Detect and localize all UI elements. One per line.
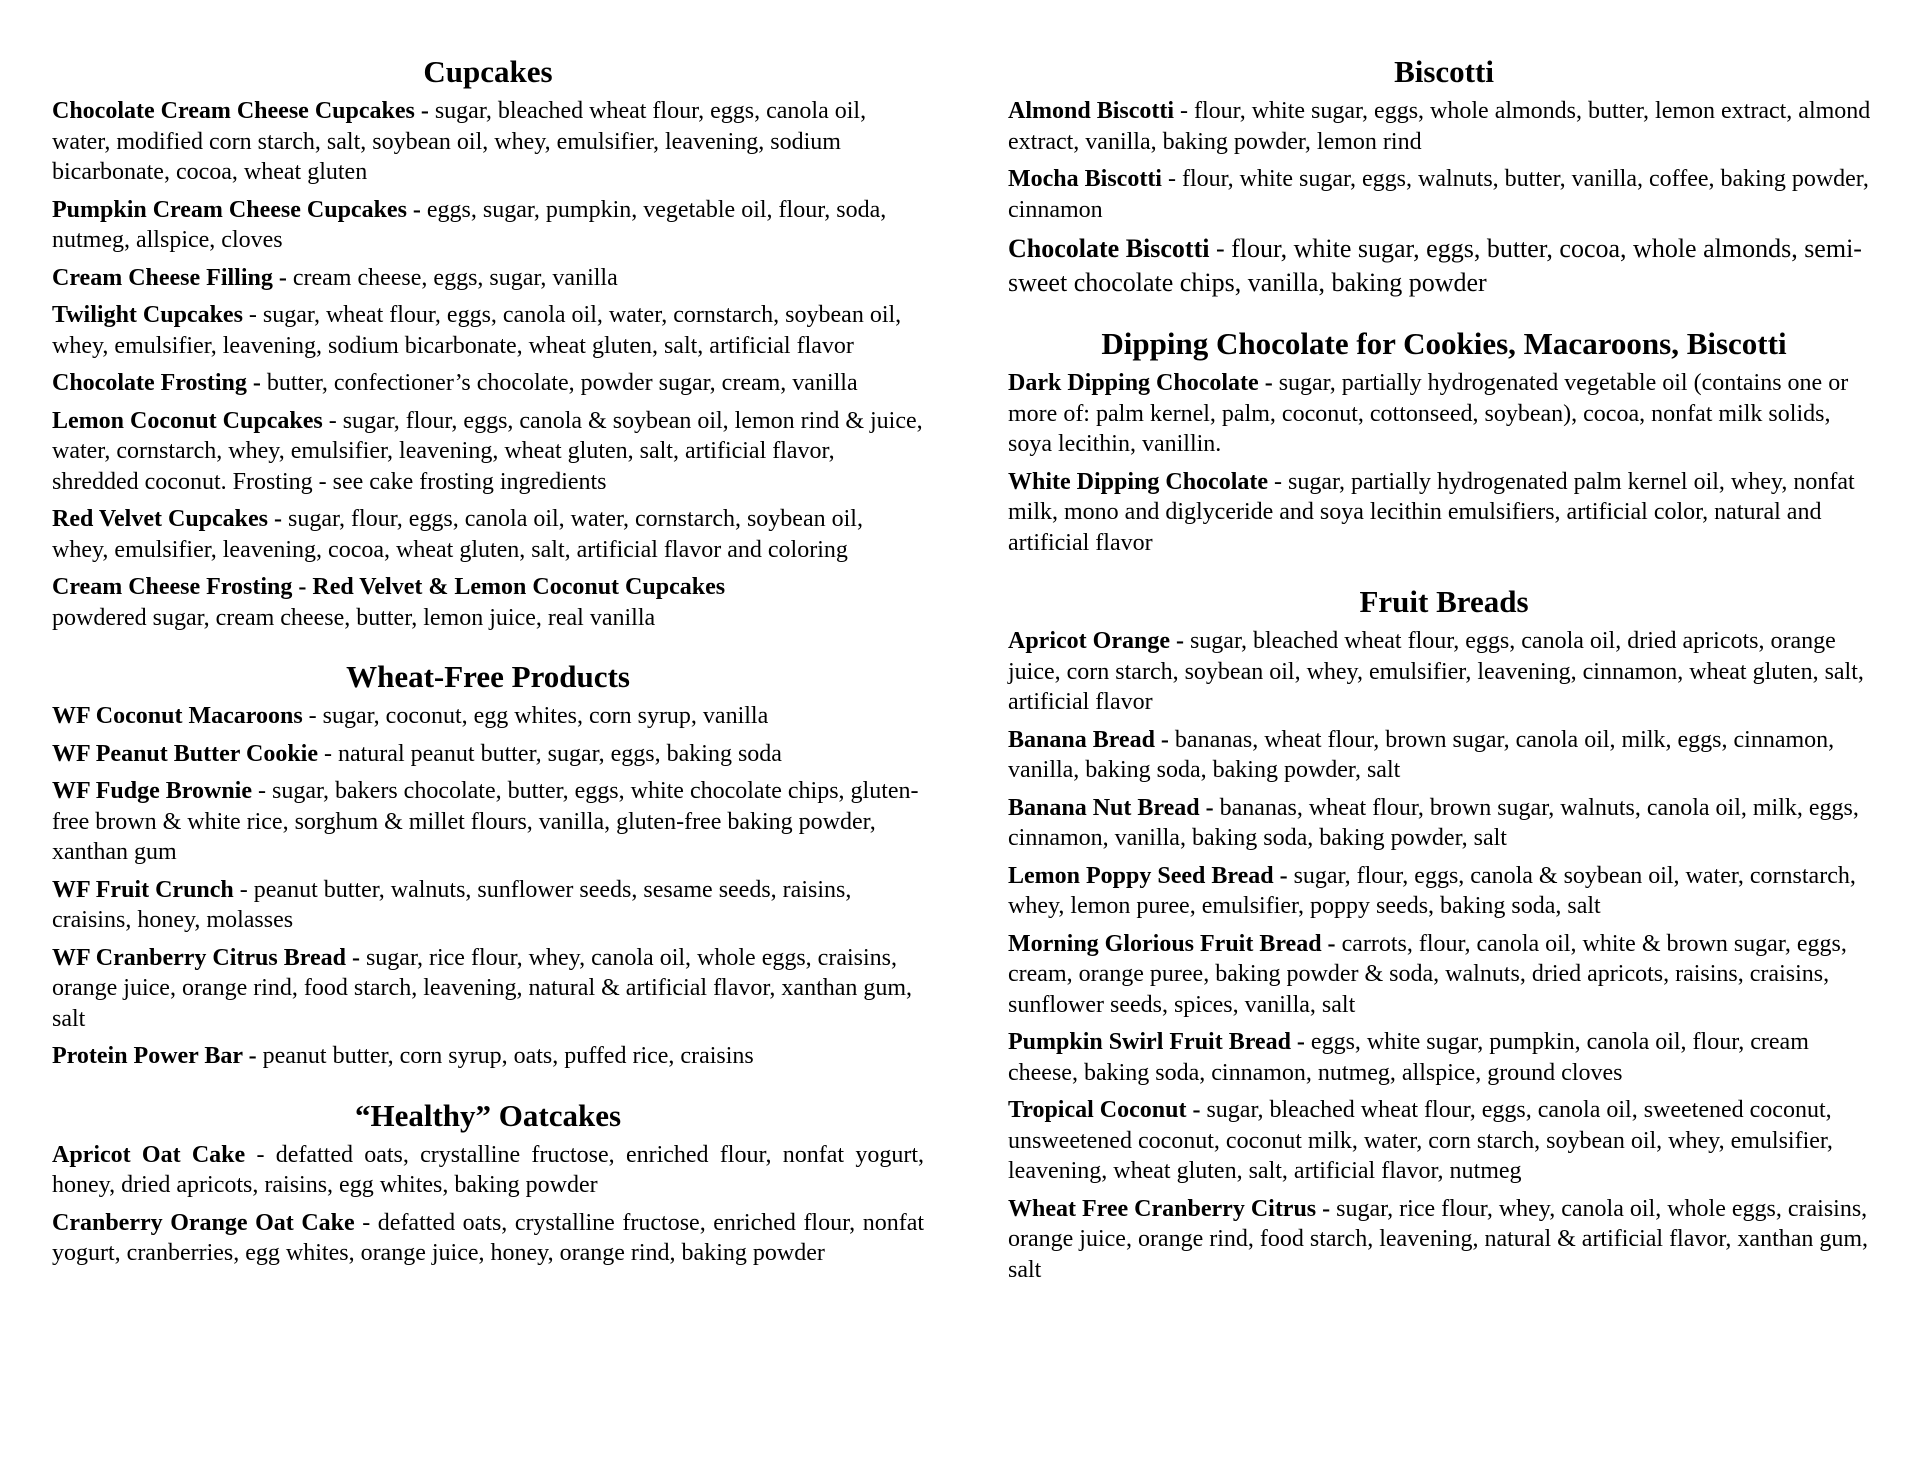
item-name: Apricot Oat Cake	[52, 1141, 246, 1168]
item-name: Chocolate Cream Cheese Cupcakes -	[52, 98, 429, 124]
item-name: Protein Power Bar -	[52, 1043, 257, 1069]
item-name: Cream Cheese Frosting - Red Velvet & Lemon Coconut Cupcakes	[52, 574, 726, 600]
item-ingredients: - peanut butter, walnuts, sunflower seeds, sesame seeds, raisins, craisins, honey, molasses	[52, 876, 852, 933]
item-ingredients: sugar, partially hydrogenated vegetable oil (contains one or more of: palm kernel, palm, coconut, cottonseed, soybean), cocoa, nonfat milk solids, soya lecithin, vanillin.	[1008, 370, 1849, 457]
item-ingredients: sugar, bleached wheat flour, eggs, canola oil, sweetened coconut, unsweetened coconut, coconut milk, water, corn starch, soybean oil, whey, emulsifier, leavening, wheat gluten, salt, artificial flavor, nutmeg	[1008, 1097, 1833, 1184]
item-ingredients: bananas, wheat flour, brown sugar, walnuts, canola oil, milk, eggs, cinnamon, vanilla, baking soda, baking powder, salt	[1008, 794, 1859, 851]
item-twilight-cupcakes	[52, 300, 924, 361]
section-title-fruit-breads: Fruit Breads	[1359, 584, 1529, 619]
item-ingredients: powdered sugar, cream cheese, butter, lemon juice, real vanilla	[52, 604, 656, 631]
item-name: Dark Dipping Chocolate -	[1008, 370, 1273, 396]
section-cupcakes	[52, 52, 924, 633]
item-lemon-poppy-seed-bread	[1008, 861, 1880, 922]
item-ingredients: - natural peanut butter, sugar, eggs, baking soda	[323, 740, 782, 767]
item-ingredients: eggs, sugar, pumpkin, vegetable oil, flour, soda, nutmeg, allspice, cloves	[52, 196, 887, 253]
item-chocolate-biscotti	[1008, 232, 1880, 300]
item-pumpkin-swirl-fruit-bread	[1008, 1027, 1880, 1088]
item-name: Cranberry Orange Oat Cake	[52, 1209, 355, 1236]
item-name: WF Coconut Macaroons	[52, 703, 303, 729]
item-name: Pumpkin Cream Cheese Cupcakes -	[52, 196, 421, 223]
item-red-velvet-cupcakes	[52, 504, 924, 565]
item-wf-cranberry-citrus-bread	[52, 943, 924, 1035]
item-apricot-oat-cake	[52, 1140, 924, 1201]
item-morning-glorious-fruit-bread	[1008, 929, 1880, 1021]
item-ingredients: eggs, white sugar, pumpkin, canola oil, flour, cream cheese, baking soda, cinnamon, nutmeg, allspice, ground cloves	[1008, 1029, 1809, 1086]
item-almond-biscotti	[1008, 96, 1880, 157]
item-ingredients: - defatted oats, crystalline fructose, enriched flour, nonfat yogurt, cranberries, egg whites, orange juice, honey, orange rind, baking powder	[52, 1209, 925, 1266]
item-ingredients: - sugar, flour, eggs, canola & soybean oil, lemon rind & juice, water, cornstarch, whey, emulsifier, leavening, wheat gluten, salt, artificial flavor, shredded coconut. Frosting - see cake frosting ingredients	[52, 407, 923, 495]
item-ingredients: - flour, white sugar, eggs, walnuts, butter, vanilla, coffee, baking powder, cinnamon	[1008, 166, 1869, 223]
item-name: WF Cranberry Citrus Bread -	[52, 944, 360, 971]
item-protein-power-bar	[52, 1041, 924, 1072]
item-name: Red Velvet Cupcakes -	[52, 506, 283, 532]
item-ingredients: - flour, white sugar, eggs, butter, cocoa, whole almonds, semi-sweet chocolate chips, vanilla, baking powder	[1008, 234, 1862, 297]
item-name: Almond Biscotti	[1008, 98, 1175, 124]
item-name: Cream Cheese Filling -	[52, 264, 287, 291]
section-dipping-chocolate	[1008, 324, 1880, 558]
section-title-cupcakes: Cupcakes	[423, 54, 553, 89]
item-name: Banana Bread -	[1008, 726, 1169, 753]
item-name: Tropical Coconut -	[1008, 1097, 1201, 1123]
item-name: WF Peanut Butter Cookie	[52, 740, 318, 767]
item-name: Chocolate Biscotti	[1008, 234, 1210, 263]
item-cream-cheese-frosting	[52, 572, 924, 633]
item-mocha-biscotti	[1008, 164, 1880, 225]
item-cranberry-orange-oat-cake	[52, 1208, 924, 1269]
item-name: Mocha Biscotti	[1008, 166, 1162, 192]
item-ingredients: - sugar, bakers chocolate, butter, eggs, white chocolate chips, gluten-free brown & white rice, sorghum & millet flours, vanilla, gluten-free baking powder, xanthan gum	[52, 778, 919, 865]
item-chocolate-cream-cheese-cupcakes	[52, 96, 924, 188]
item-cream-cheese-filling	[52, 263, 924, 294]
section-title-wheat-free: Wheat-Free Products	[346, 659, 630, 694]
item-ingredients: bananas, wheat flour, brown sugar, canola oil, milk, eggs, cinnamon, vanilla, baking soda, baking powder, salt	[1008, 726, 1835, 783]
item-ingredients: carrots, flour, canola oil, white & brown sugar, eggs, cream, orange puree, baking powder & soda, walnuts, dried apricots, raisins, craisins, sunflower seeds, spices, vanilla, salt	[1008, 930, 1847, 1018]
item-name: Lemon Poppy Seed Bread -	[1008, 862, 1288, 889]
item-ingredients: - flour, white sugar, eggs, whole almonds, butter, lemon extract, almond extract, vanilla, baking powder, lemon rind	[1008, 98, 1871, 155]
item-ingredients: - defatted oats, crystalline fructose, enriched flour, nonfat yogurt, honey, dried apricots, raisins, egg whites, baking powder	[52, 1141, 925, 1198]
item-wf-fruit-crunch	[52, 875, 924, 936]
item-ingredients: sugar, bleached wheat flour, eggs, canola oil, dried apricots, orange juice, corn starch, soybean oil, whey, emulsifier, leavening, cinnamon, wheat gluten, salt, artificial flavor	[1008, 628, 1864, 715]
item-ingredients: sugar, rice flour, whey, canola oil, whole eggs, craisins, orange juice, orange rind, food starch, leavening, natural & artificial flavor, xanthan gum, salt	[1008, 1195, 1869, 1283]
item-pumpkin-cream-cheese-cupcakes	[52, 195, 924, 256]
item-banana-nut-bread	[1008, 793, 1880, 854]
item-lemon-coconut-cupcakes	[52, 406, 924, 498]
section-title-biscotti: Biscotti	[1394, 54, 1494, 89]
item-name: Apricot Orange -	[1008, 628, 1184, 654]
item-name: Pumpkin Swirl Fruit Bread -	[1008, 1029, 1305, 1055]
section-wheat-free-products	[52, 657, 924, 1072]
item-name: WF Fruit Crunch	[52, 876, 234, 903]
section-title-dipping-chocolate: Dipping Chocolate for Cookies, Macaroons, Biscotti	[1101, 326, 1787, 361]
item-ingredients: peanut butter, corn syrup, oats, puffed rice, craisins	[262, 1043, 754, 1069]
item-ingredients: butter, confectioner’s chocolate, powder sugar, cream, vanilla	[266, 370, 858, 396]
item-ingredients: - sugar, partially hydrogenated palm kernel oil, whey, nonfat milk, mono and diglyceride and soya lecithin emulsifiers, artificial color, natural and artificial flavor	[1008, 468, 1855, 556]
item-ingredients: sugar, flour, eggs, canola oil, water, cornstarch, soybean oil, whey, emulsifier, leavening, cocoa, wheat gluten, salt, artificial flavor and coloring	[52, 506, 863, 563]
item-name: Morning Glorious Fruit Bread -	[1008, 930, 1336, 957]
item-ingredients: sugar, rice flour, whey, canola oil, whole eggs, craisins, orange juice, orange rind, food starch, leavening, natural & artificial flavor, xanthan gum, salt	[52, 944, 913, 1032]
section-title-healthy-oatcakes: “Healthy” Oatcakes	[354, 1097, 622, 1133]
item-chocolate-frosting	[52, 368, 924, 399]
item-name: Chocolate Frosting -	[52, 370, 261, 396]
item-ingredients: cream cheese, eggs, sugar, vanilla	[292, 264, 618, 291]
section-fruit-breads	[1008, 582, 1880, 1285]
item-name: WF Fudge Brownie	[52, 778, 253, 804]
item-white-dipping-chocolate	[1008, 467, 1880, 559]
item-wf-peanut-butter-cookie	[52, 739, 924, 770]
section-healthy-oatcakes	[52, 1096, 924, 1269]
item-name: Banana Nut Bread -	[1008, 794, 1214, 821]
item-banana-bread	[1008, 725, 1880, 786]
item-tropical-coconut	[1008, 1095, 1880, 1187]
item-name: Twilight Cupcakes	[52, 302, 243, 328]
left-column	[52, 52, 924, 1276]
item-name: White Dipping Chocolate	[1008, 468, 1269, 495]
item-ingredients: - sugar, coconut, egg whites, corn syrup, vanilla	[308, 703, 769, 729]
item-wheat-free-cranberry-citrus	[1008, 1194, 1880, 1286]
right-column	[1008, 52, 1880, 1292]
section-biscotti	[1008, 52, 1880, 300]
item-name: Wheat Free Cranberry Citrus -	[1008, 1195, 1331, 1222]
item-wf-fudge-brownie	[52, 776, 924, 868]
item-name: Lemon Coconut Cupcakes	[52, 407, 323, 434]
item-apricot-orange	[1008, 626, 1880, 718]
item-dark-dipping-chocolate	[1008, 368, 1880, 460]
item-ingredients: sugar, bleached wheat flour, eggs, canola oil, water, modified corn starch, salt, soybean oil, whey, emulsifier, leavening, sodium bicarbonate, cocoa, wheat gluten	[52, 98, 867, 185]
item-ingredients: sugar, flour, eggs, canola & soybean oil, water, cornstarch, whey, lemon puree, emulsifier, poppy seeds, baking soda, salt	[1008, 862, 1856, 919]
item-ingredients: - sugar, wheat flour, eggs, canola oil, water, cornstarch, soybean oil, whey, emulsifier, leavening, sodium bicarbonate, wheat gluten, salt, artificial flavor	[52, 302, 902, 359]
item-wf-coconut-macaroons	[52, 701, 924, 732]
